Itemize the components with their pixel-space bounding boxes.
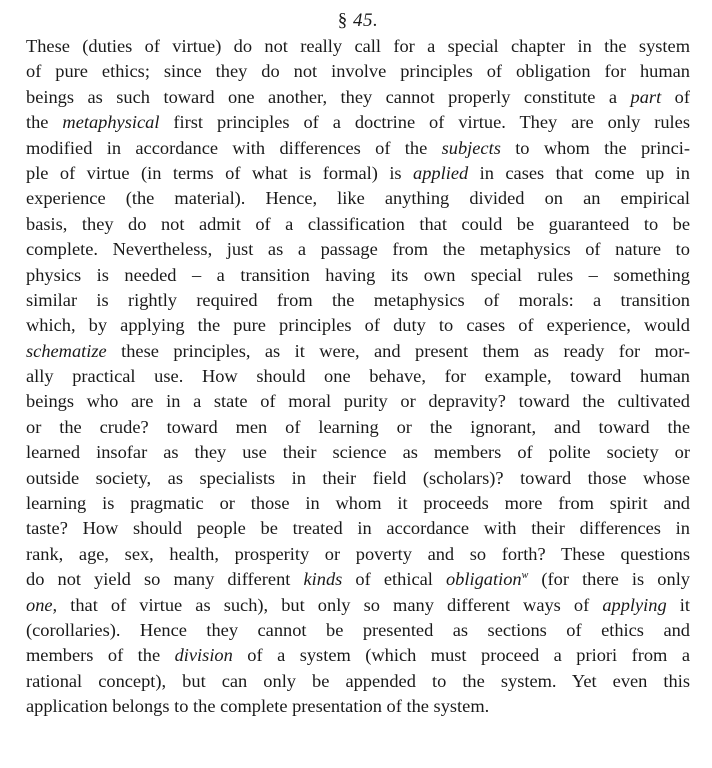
text-segment: These (duties of virtue) do not really call for a special chapter in the system — [26, 36, 690, 56]
body-paragraph — [26, 34, 690, 720]
text-line — [26, 212, 690, 237]
text-segment: members of the — [26, 645, 175, 666]
italic-text: applying — [602, 594, 667, 615]
text-segment: ple of virtue (in terms of what is formal) is — [26, 162, 414, 183]
text-line — [26, 669, 690, 694]
text-segment: first principles of a doctrine of virtue. They are only rules — [159, 112, 690, 133]
text-line — [26, 313, 690, 338]
text-segment: do not yield so many different — [26, 569, 304, 590]
italic-text: division — [174, 645, 233, 666]
italic-text: metaphysical — [62, 112, 160, 133]
text-segment: (for there is only — [528, 569, 690, 590]
text-line — [26, 466, 690, 491]
text-line — [26, 567, 690, 592]
text-segment: outside society, as specialists in their field (scholars)? toward those whose — [26, 467, 690, 488]
text-segment: in cases that come up in — [468, 162, 690, 183]
text-segment: to whom the princi- — [500, 137, 690, 158]
text-segment: physics is needed – a transition having its own special rules – something — [26, 264, 690, 285]
text-line — [26, 59, 690, 84]
text-segment: it — [666, 594, 690, 615]
text-segment: rank, age, sex, health, prosperity or poverty and so forth? These questions — [26, 543, 690, 564]
text-line — [26, 694, 690, 719]
text-segment: complete. Nevertheless, just as a passage from the metaphysics of nature to — [26, 239, 690, 260]
section-symbol: § — [337, 10, 348, 31]
text-segment: taste? How should people be treated in accordance with their differences in — [26, 518, 690, 539]
text-line — [26, 263, 690, 288]
text-segment: experience (the material). Hence, like anything divided on an empirical — [26, 188, 690, 209]
text-line — [26, 186, 690, 211]
text-segment: (corollaries). Hence they cannot be presented as sections of ethics and — [26, 619, 690, 640]
section-number: 45. — [353, 10, 379, 31]
text-line — [26, 85, 690, 110]
text-line — [26, 364, 690, 389]
text-segment: these principles, as it were, and present them as ready for mor- — [106, 340, 690, 361]
section-heading — [26, 10, 690, 32]
text-segment: which, by applying the pure principles of duty to cases of experience, would — [26, 315, 690, 336]
text-line — [26, 440, 690, 465]
text-line — [26, 618, 690, 643]
text-line — [26, 237, 690, 262]
text-line — [26, 389, 690, 414]
text-line — [26, 110, 690, 135]
text-line — [26, 339, 690, 364]
text-line — [26, 288, 690, 313]
text-segment: of a system (which must proceed a priori from a — [232, 645, 690, 666]
italic-text: applied — [413, 162, 469, 183]
text-segment: modified in accordance with differences of the — [26, 137, 442, 158]
text-line — [26, 161, 690, 186]
text-line — [26, 491, 690, 516]
italic-text: one, — [26, 594, 58, 615]
text-segment: learned insofar as they use their science as members of polite society or — [26, 442, 690, 463]
text-segment: application belongs to the complete presentation of the system. — [26, 696, 490, 717]
text-line — [26, 643, 690, 668]
italic-text: part — [630, 86, 662, 107]
text-segment: that of virtue as such), but only so many different ways of — [57, 594, 603, 615]
text-segment: of pure ethics; since they do not involve principles of obligation for human — [26, 61, 690, 82]
text-line — [26, 415, 690, 440]
text-segment: the — [26, 112, 63, 133]
text-line — [26, 516, 690, 541]
text-segment: basis, they do not admit of a classification that could be guaranteed to be — [26, 213, 690, 234]
text-line — [26, 34, 690, 59]
text-line — [26, 136, 690, 161]
text-segment: or the crude? toward men of learning or the ignorant, and toward the — [26, 416, 690, 437]
italic-text: kinds — [303, 569, 343, 590]
italic-text: obligation — [445, 569, 522, 590]
italic-text: subjects — [441, 137, 501, 158]
italic-text: schematize — [26, 340, 107, 361]
document-page — [26, 10, 690, 720]
text-segment: of — [661, 86, 690, 107]
text-segment: of ethical — [342, 569, 446, 590]
footnote-marker: w — [521, 570, 529, 582]
text-segment: beings who are in a state of moral purity or depravity? toward the cultivated — [26, 391, 690, 412]
text-line — [26, 542, 690, 567]
text-line — [26, 593, 690, 618]
text-segment: ally practical use. How should one behave, for example, toward human — [26, 366, 690, 387]
text-segment: beings as such toward one another, they cannot properly constitute a — [26, 86, 631, 107]
text-segment: rational concept), but can only be appended to the system. Yet even this — [26, 670, 690, 691]
text-segment: similar is rightly required from the metaphysics of morals: a transition — [26, 289, 690, 310]
text-segment: learning is pragmatic or those in whom it proceeds more from spirit and — [26, 493, 690, 514]
